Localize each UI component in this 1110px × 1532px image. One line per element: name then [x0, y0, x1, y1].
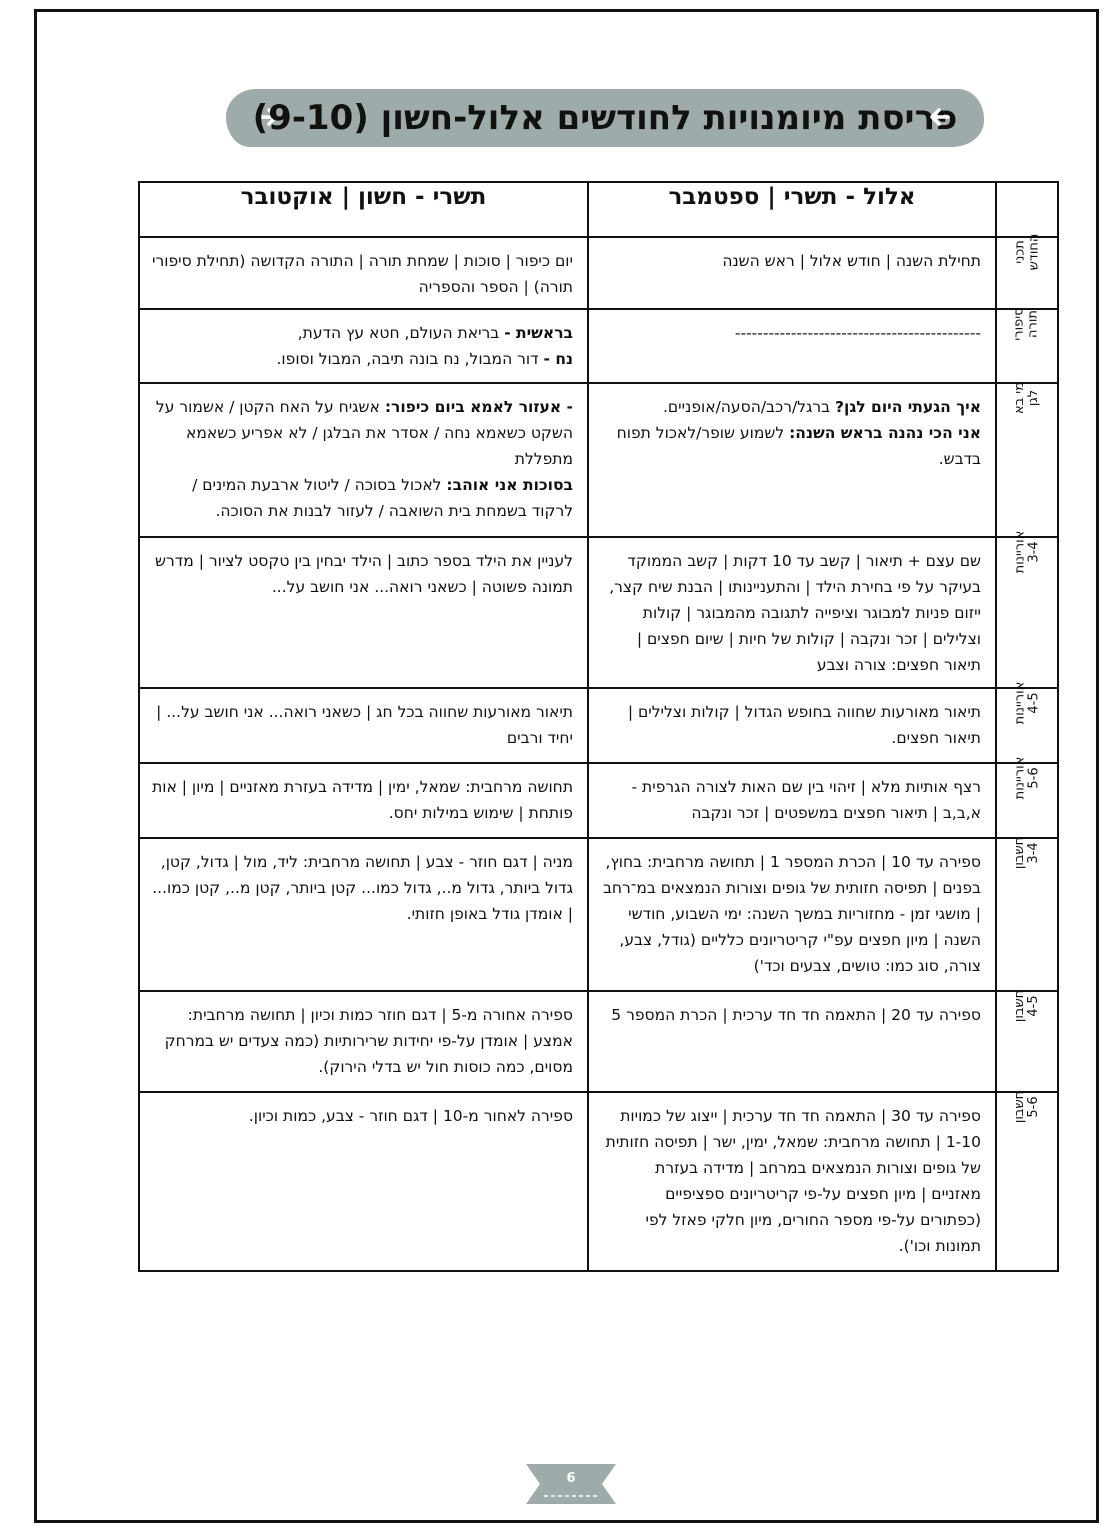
cell-bold-text: בסוכות אני אוהב:	[446, 476, 573, 494]
cell-bold-text: נח -	[543, 350, 573, 368]
cell-bold-text: - אעזור לאמא ביום כיפור:	[384, 398, 573, 416]
cell-text: מניה | דגם חוזר - צבע | תחושה מרחבית: ליד, מול | גדול, קטן, גדול ביותר, גדול מ.., גדול כמו... קטן ביותר, קטן מ.., קטן כמו... | אומדן גודל באופן חזותי.	[152, 853, 573, 923]
cell-tishrei-cheshvan	[139, 383, 588, 537]
cell-text: תחושה מרחבית: שמאל, ימין | מדידה בעזרת מאזניים | מיון | אות פותחת | שימוש במילות יחס.	[152, 778, 573, 822]
cell-elul-tishrei	[588, 537, 996, 688]
title-banner	[226, 89, 984, 147]
cell-text: ספירה אחורה מ-5 | דגם חוזר כמות וכיון | תחושה מרחבית: אמצע | אומדן על-פי יחידות שרירותיות (כמה צעדים יש במרחק מסוים, כמה כוסות חול יש בדלי הירוק).	[164, 1006, 573, 1076]
row-category-label: חשבון 4-5	[1012, 989, 1041, 1023]
cell-text: לעניין את הילד בספר כתוב | הילד יבחין בין טקסט לציור | מדרש תמונה פשוטה | כשאני רואה... אני חושב על...	[155, 552, 573, 596]
cell-tishrei-cheshvan	[139, 537, 588, 688]
cell-tishrei-cheshvan	[139, 237, 588, 309]
cell-bold-text: אני הכי נהנה בראש השנה:	[789, 424, 981, 442]
cell-tishrei-cheshvan	[139, 763, 588, 838]
cell-tishrei-cheshvan	[139, 309, 588, 383]
table-row	[139, 383, 1058, 537]
month-header-tishrei-cheshvan: תשרי - חשון | אוקטובר	[139, 182, 588, 237]
row-category	[996, 309, 1058, 383]
cell-bold-text: בראשית -	[504, 324, 573, 342]
cell-elul-tishrei	[588, 309, 996, 383]
cell-tishrei-cheshvan	[139, 991, 588, 1092]
cell-elul-tishrei	[588, 838, 996, 991]
table-row	[139, 763, 1058, 838]
cell-bold-text: איך הגעתי היום לגן?	[835, 398, 981, 416]
table-row	[139, 688, 1058, 763]
cell-text: דור המבול, נח בונה תיבה, המבול וסופו.	[276, 350, 544, 368]
row-category	[996, 530, 1058, 688]
cell-text: ספירה לאחור מ-10 | דגם חוזר - צבע, כמות וכיון.	[248, 1107, 573, 1125]
cell-text: לשמוע שופר/לאכול תפוח בדבש.	[616, 424, 981, 468]
row-category-label: סיפורי תורה	[1012, 307, 1041, 341]
row-category-label: אוריינות 4-5	[1012, 681, 1041, 725]
month-header-elul-tishrei: אלול - תשרי | ספטמבר	[588, 182, 996, 237]
cell-elul-tishrei	[588, 383, 996, 537]
table-header-row	[139, 182, 1058, 237]
row-category	[996, 838, 1058, 991]
cell-tishrei-cheshvan	[139, 1092, 588, 1271]
table-row	[139, 1092, 1058, 1271]
row-category-label: אוריינות 5-6	[1012, 756, 1041, 800]
row-category	[996, 1092, 1058, 1271]
cell-text: לאכול בסוכה / ליטול ארבעת המינים / לרקוד בשמחת בית השואבה / לעזור לבנות את הסוכה.	[192, 476, 573, 520]
page-number: 6	[566, 1471, 576, 1486]
table-row	[139, 309, 1058, 383]
corner-header	[996, 182, 1058, 237]
arrow-left-icon	[926, 104, 952, 130]
cell-text: יום כיפור | סוכות | שמחת תורה | התורה הקדושה (תחילת סיפורי תורה) | הספר והספריה	[152, 252, 573, 296]
cell-elul-tishrei	[588, 763, 996, 838]
table-row	[139, 838, 1058, 991]
cell-text: תיאור מאורעות שחווה בכל חג | כשאני רואה... אני חושב על... | יחיד ורבים	[156, 703, 573, 747]
cell-tishrei-cheshvan	[139, 838, 588, 991]
cell-tishrei-cheshvan	[139, 688, 588, 763]
cell-text: תחילת השנה | חודש אלול | ראש השנה	[722, 252, 981, 270]
cell-text: --------------------------------------------	[734, 324, 981, 342]
row-category-label: חשבון 3-4	[1012, 836, 1041, 870]
cell-text: ספירה עד 30 | התאמה חד חד ערכית | ייצוג של כמויות 1-10 | תחושה מרחבית: שמאל, ימין, ישר | תפיסה חזותית של גופים וצורות הנמצאים במרחב | מדידה בעזרת מאזניים | מיון חפצים על-פי קריטריונים ספציפיים (כפתורים על-פי מספר החורים, מיון חלקי פאזל לפי תמונות וכו').	[605, 1107, 981, 1255]
row-category-label: חשבון 5-6	[1012, 1090, 1041, 1124]
skills-table	[138, 181, 1059, 1272]
row-category	[996, 991, 1058, 1092]
row-category	[996, 756, 1058, 838]
row-category-label: אוריינות 3-4	[1012, 530, 1041, 574]
cell-text: שם עצם + תיאור | קשב עד 10 דקות | קשב הממוקד בעיקר על פי בחירת הילד | והתעניינותו | הבנת שיח קצר, ייזום פניות למבוגר וציפייה לתגובה מהמבוגר | קולות וצלילים | זכר ונקבה | קולות של חיות | שיום חפצים | תיאור חפצים: צורה וצבע	[609, 552, 981, 674]
cell-text: ברגל/רכב/הסעה/אופניים.	[662, 398, 836, 416]
row-category-label: מי בא לגן	[1011, 381, 1041, 415]
row-category	[996, 681, 1058, 763]
table-body	[139, 233, 1058, 1271]
cell-text: רצף אותיות מלא | זיהוי בין שם האות לצורה הגרפית - א,ב,ב | תיאור חפצים במשפטים | זכר ונקבה	[631, 778, 981, 822]
table-row	[139, 537, 1058, 688]
cell-text: ספירה עד 10 | הכרת המספר 1 | תחושה מרחבית: בחוץ, בפנים | תפיסה חזותית של גופים וצורות הנמצאים במ־רחב | מושגי זמן - מחזוריות במשך השנה: ימי השבוע, חודשי השנה | מיון חפצים עפ"י קריטריונים כלליים (גודל, צבע, צורה, סוג כמו: טושים, צבעים וכד')	[602, 853, 981, 975]
cell-elul-tishrei	[588, 237, 996, 309]
cell-text: אשגיח על האח הקטן / אשמור על השקט כשאמא נחה / אסדר את הבלגן / לא אפריע כשאמא מתפללת	[155, 398, 573, 468]
table-row	[139, 237, 1058, 309]
cell-elul-tishrei	[588, 1092, 996, 1271]
page-title: פריסת מיומנויות לחודשים אלול-חשון (9-10)	[252, 98, 958, 138]
row-category-label: תכני החודש	[1012, 233, 1041, 271]
table-row	[139, 991, 1058, 1092]
cell-elul-tishrei	[588, 991, 996, 1092]
cell-text: בריאת העולם, חטא עץ הדעת,	[297, 324, 505, 342]
cell-text: תיאור מאורעות שחווה בחופש הגדול | קולות וצלילים | תיאור חפצים.	[627, 703, 981, 747]
cell-elul-tishrei	[588, 688, 996, 763]
row-category	[996, 383, 1058, 537]
row-category	[996, 233, 1058, 309]
cell-text: ספירה עד 20 | התאמה חד חד ערכית | הכרת המספר 5	[611, 1006, 981, 1024]
